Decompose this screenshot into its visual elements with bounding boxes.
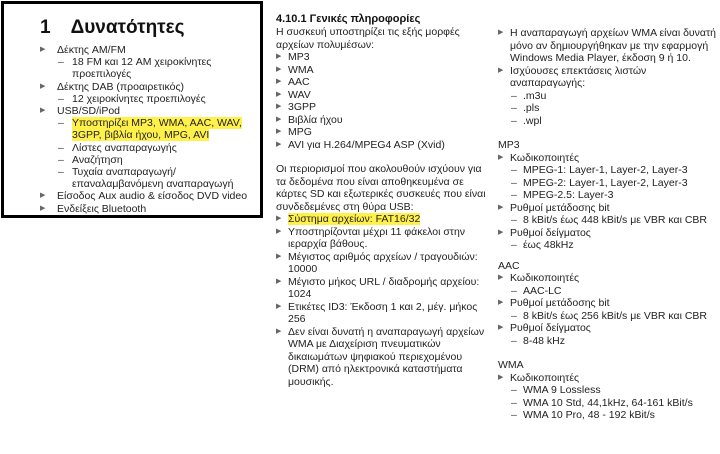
aac-bitrate-label: ▶ Ρυθμοί μετάδοσης bit [498, 297, 718, 310]
format-item: ▶ MPG [276, 126, 489, 139]
feature-item: ▶ Δέκτης DAB (προαιρετικός) [40, 81, 256, 93]
feature-subitem: – Λίστες αναπαραγωγής [40, 142, 256, 154]
mp3-codecs-label: ▶ Κωδικοποιητές [498, 152, 718, 165]
mp3-codec: – MPEG-2: Layer-1, Layer-2, Layer-3 [498, 177, 718, 190]
format-item: ▶ WMA [276, 64, 489, 77]
wma-codec: – WMA 9 Lossless [498, 384, 718, 397]
chapter-number: 1 [40, 17, 51, 38]
limit-item: ▶ Μέγιστος αριθμός αρχείων / τραγουδιών: 10000 [276, 251, 489, 276]
mp3-bitrate-label: ▶ Ρυθμοί μετάδοσης bit [498, 202, 718, 215]
wma-codecs-label: ▶ Κωδικοποιητές [498, 372, 718, 385]
mp3-heading: MP3 [498, 139, 520, 151]
format-item: ▶ AAC [276, 76, 489, 89]
limit-item: ▶ Ετικέτες ID3: Έκδοση 1 και 2, μέγ. μήκος 256 [276, 301, 489, 326]
playlist-ext: – .wpl [498, 115, 718, 128]
highlight-filesystem: Σύστημα αρχείων: FAT16/32 [288, 213, 421, 225]
aac-sample: – 8-48 kHz [498, 335, 718, 348]
playlist-ext: – .m3u [498, 90, 718, 103]
feature-subitem: – 12 χειροκίνητες προεπιλογές [40, 93, 256, 105]
playlist-ext: – .pls [498, 102, 718, 115]
aac-bitrate: – 8 kBit/s έως 256 kBit/s με VBR και CBR [498, 310, 718, 323]
section-heading: 4.10.1 Γενικές πληροφορίες [276, 13, 421, 25]
limit-item: ▶ Μέγιστο μήκος URL / διαδρομής αρχείου: 1024 [276, 276, 489, 301]
limits-intro-paragraph: Οι περιορισμοί που ακολουθούν ισχύουν για τα δεδομένα που είναι αποθηκευμένα σε κάρτες SD και εξωτερικές συσκευές που είναι συνδεδεμένες στη θύρα USB: [276, 163, 486, 213]
codec-specs-column [498, 27, 718, 422]
chapter-title [40, 17, 185, 39]
wma-heading: WMA [498, 359, 524, 371]
feature-item: ▶ USB/SD/iPod [40, 105, 256, 117]
format-item: ▶ 3GPP [276, 101, 489, 114]
feature-subitem-highlighted [40, 117, 256, 141]
aac-codecs-label: ▶ Κωδικοποιητές [498, 272, 718, 285]
format-item: ▶ Βιβλία ήχου [276, 114, 489, 127]
feature-subitem: – Τυχαία αναπαραγωγή/επαναλαμβανόμενη αναπαραγωγή [40, 166, 256, 190]
features-box [1, 1, 263, 218]
format-item: ▶ AVI για H.264/MPEG4 ASP (Xvid) [276, 139, 489, 152]
limits-list [276, 213, 489, 388]
mp3-codec: – MPEG-1: Layer-1, Layer-2, Layer-3 [498, 164, 718, 177]
limit-item: ▶ Υποστηρίζονται μέχρι 11 φάκελοι στην ιεραρχία βάθους. [276, 226, 489, 251]
wma-codec: – WMA 10 Std, 44,1kHz, 64-161 kBit/s [498, 397, 718, 410]
feature-subitem: – 18 FM και 12 AM χειροκίνητες προεπιλογές [40, 56, 256, 80]
limit-item-highlighted [276, 213, 489, 226]
wma-codec: – WMA 10 Pro, 48 - 192 kBit/s [498, 409, 718, 422]
feature-item: ▶ Δέκτης AM/FM [40, 44, 256, 56]
mp3-sample-label: ▶ Ρυθμοί δείγματος [498, 227, 718, 240]
mp3-bitrate: – 8 kBit/s έως 448 kBit/s με VBR και CBR [498, 214, 718, 227]
highlight-formats: Υποστηρίζει MP3, WMA, AAC, WAV, 3GPP, βιβλία ήχου, MPG, AVI [72, 117, 242, 142]
feature-item: ▶ Ενδείξεις Bluetooth [40, 203, 256, 215]
wma-note: ▶ Η αναπαραγωγή αρχείων WMA είναι δυνατή μόνο αν δημιουργήθηκαν με την εφαρμογή Windows Media Player, έκδοση 9 ή 10. [498, 27, 718, 65]
features-list [40, 44, 256, 215]
format-list [276, 51, 489, 151]
playlist-label: ▶ Ισχύουσες επεκτάσεις λιστών αναπαραγωγής: [498, 65, 718, 90]
mp3-codec: – MPEG-2.5: Layer-3 [498, 189, 718, 202]
aac-codec: – AAC-LC [498, 285, 718, 298]
aac-heading: AAC [498, 259, 520, 272]
mp3-sample: – έως 48kHz [498, 239, 718, 252]
format-item: ▶ WAV [276, 89, 489, 102]
limit-item: ▶ Δεν είναι δυνατή η αναπαραγωγή αρχείων WMA με Διαχείριση πνευματικών δικαιωμάτων ψηφιακού περιεχομένου (DRM) από ηλεκτρονικά καταστήματα μουσικής. [276, 326, 489, 389]
feature-subitem: – Αναζήτηση [40, 154, 256, 166]
format-item: ▶ MP3 [276, 51, 489, 64]
chapter-title-text: Δυνατότητες [70, 17, 185, 38]
aac-sample-label: ▶ Ρυθμοί δείγματος [498, 322, 718, 335]
general-info-column [276, 13, 489, 388]
intro-paragraph: Η συσκευή υποστηρίζει τις εξής μορφές αρχείων πολυμέσων: [276, 26, 460, 51]
feature-item: ▶ Είσοδος Aux audio & είσοδος DVD video [40, 190, 256, 202]
